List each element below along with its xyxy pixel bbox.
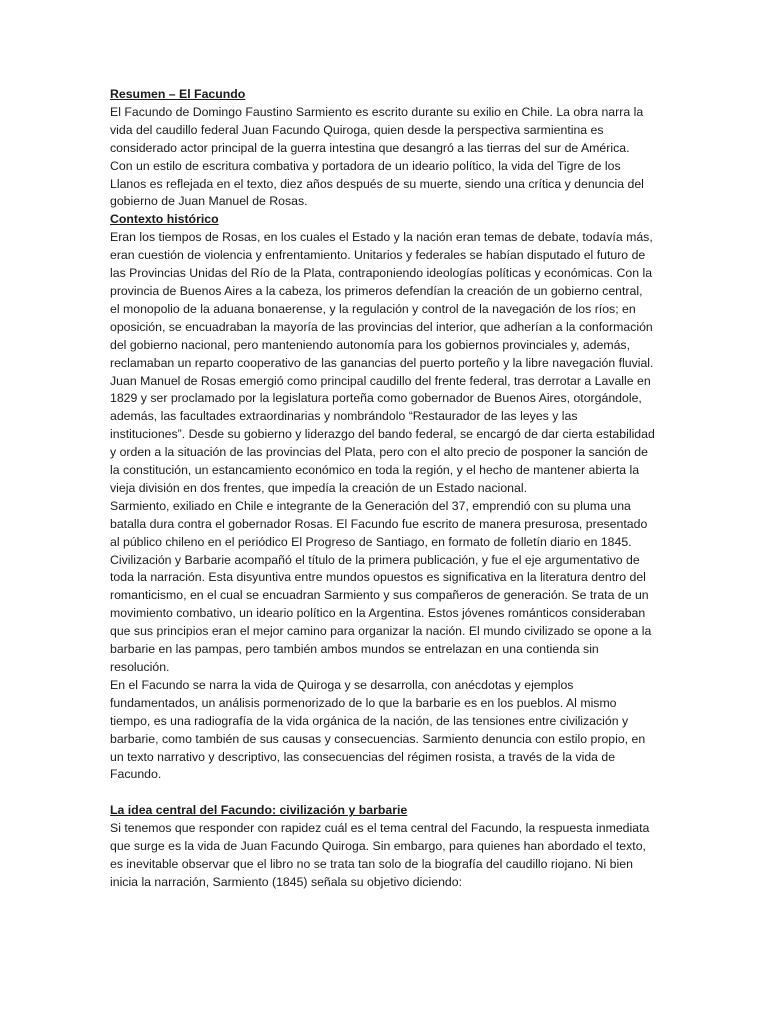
section-heading-contexto: Contexto histórico <box>110 212 219 227</box>
section-heading-idea-central: La idea central del Facundo: civilización y barbarie <box>110 803 408 818</box>
paragraph-contexto-2: Juan Manuel de Rosas emergió como principal caudillo del frente federal, tras derrotar a Lavalle en 1829 y ser proclamado por la legislatura porteña como gobernador de Buenos Aires, otorgándole, además, las facultades extraordinarias y nombrándolo “Restaurador de las leyes y las instituciones”. Desde su gobierno y liderazgo del bando federal, se encargó de dar cierta estabilidad y orden a la situación de las provincias del Plata, pero con el alto precio de posponer la sanción de la constitución, un estancamiento económico en toda la región, y el hecho de mantener abierta la vieja división en dos frentes, que impedía la creación de un Estado nacional. <box>110 373 655 495</box>
paragraph-contexto-4: En el Facundo se narra la vida de Quiroga y se desarrolla, con anécdotas y ejemplos fundamentados, un análisis pormenorizado de lo que la barbarie es en los pueblos. Al mismo tiempo, es una radiografía de la vida orgánica de la nación, de las tensiones entre civilización y barbarie, como también de sus causas y consecuencias. Sarmiento denuncia con estilo propio, en un texto narrativo y descriptivo, las consecuencias del régimen rosista, a través de la vida de Facundo. <box>110 677 646 782</box>
paragraph-resumen: El Facundo de Domingo Faustino Sarmiento es escrito durante su exilio en Chile. La obra narra la vida del caudillo federal Juan Facundo Quiroga, quien desde la perspectiva sarmientina es considerado actor principal de la guerra intestina que desangró a las tierras del sur de América. Con un estilo de escritura combativa y portadora de un ideario político, la vida del Tigre de los Llanos es reflejada en el texto, diez años después de su muerte, siendo una crítica y denuncia del gobierno de Juan Manuel de Rosas. <box>110 104 644 209</box>
section-spacer <box>110 784 655 802</box>
paragraph-contexto-3: Sarmiento, exiliado en Chile e integrante de la Generación del 37, emprendió con su pluma una batalla dura contra el gobernador Rosas. El Facundo fue escrito de manera presurosa, presentado al público chileno en el periódico El Progreso de Santiago, en formato de folletín diario en 1845. Civilización y Barbarie acompañó el título de la primera publicación, y fue el eje argumentativo de toda la narración. Esta disyuntiva entre mundos opuestos es significativa en la literatura dentro del romanticismo, en el cual se encuadran Sarmiento y sus compañeros de generación. Se trata de un movimiento combativo, un ideario político en la Argentina. Estos jóvenes románticos consideraban que sus principios eran el mejor camino para organizar la nación. El mundo civilizado se opone a la barbarie en las pampas, pero también ambos mundos se entrelazan en una contienda sin resolución. <box>110 498 652 674</box>
paragraph-idea-central: Si tenemos que responder con rapidez cuál es el tema central del Facundo, la respuesta inmediata que surge es la vida de Juan Facundo Quiroga. Sin embargo, para quienes han abordado el texto, es inevitable observar que el libro no se trata tan solo de la biografía del caudillo riojano. Ni bien inicia la narración, Sarmiento (1845) señala su objetivo diciendo: <box>110 821 650 889</box>
document-page <box>110 86 655 892</box>
section-heading-resumen: Resumen – El Facundo <box>110 87 246 101</box>
paragraph-contexto-1: Eran los tiempos de Rosas, en los cuales el Estado y la nación eran temas de debate, todavía más, eran cuestión de violencia y enfrentamiento. Unitarios y federales se habían disputado el futuro de las Provincias Unidas del Río de la Plata, contraponiendo ideologías políticas y económicas. Con la provincia de Buenos Aires a la cabeza, los primeros defendían la creación de un gobierno central, el monopolio de la aduana bonaerense, y la regulación y control de la navegación de los ríos; en oposición, se encuadraban la mayoría de las provincias del interior, que adherían a la conformación del gobierno nacional, pero manteniendo autonomía para los gobiernos provinciales y, además, reclamaban un reparto cooperativo de las ganancias del puerto porteño y la libre navegación fluvial. <box>110 230 654 370</box>
